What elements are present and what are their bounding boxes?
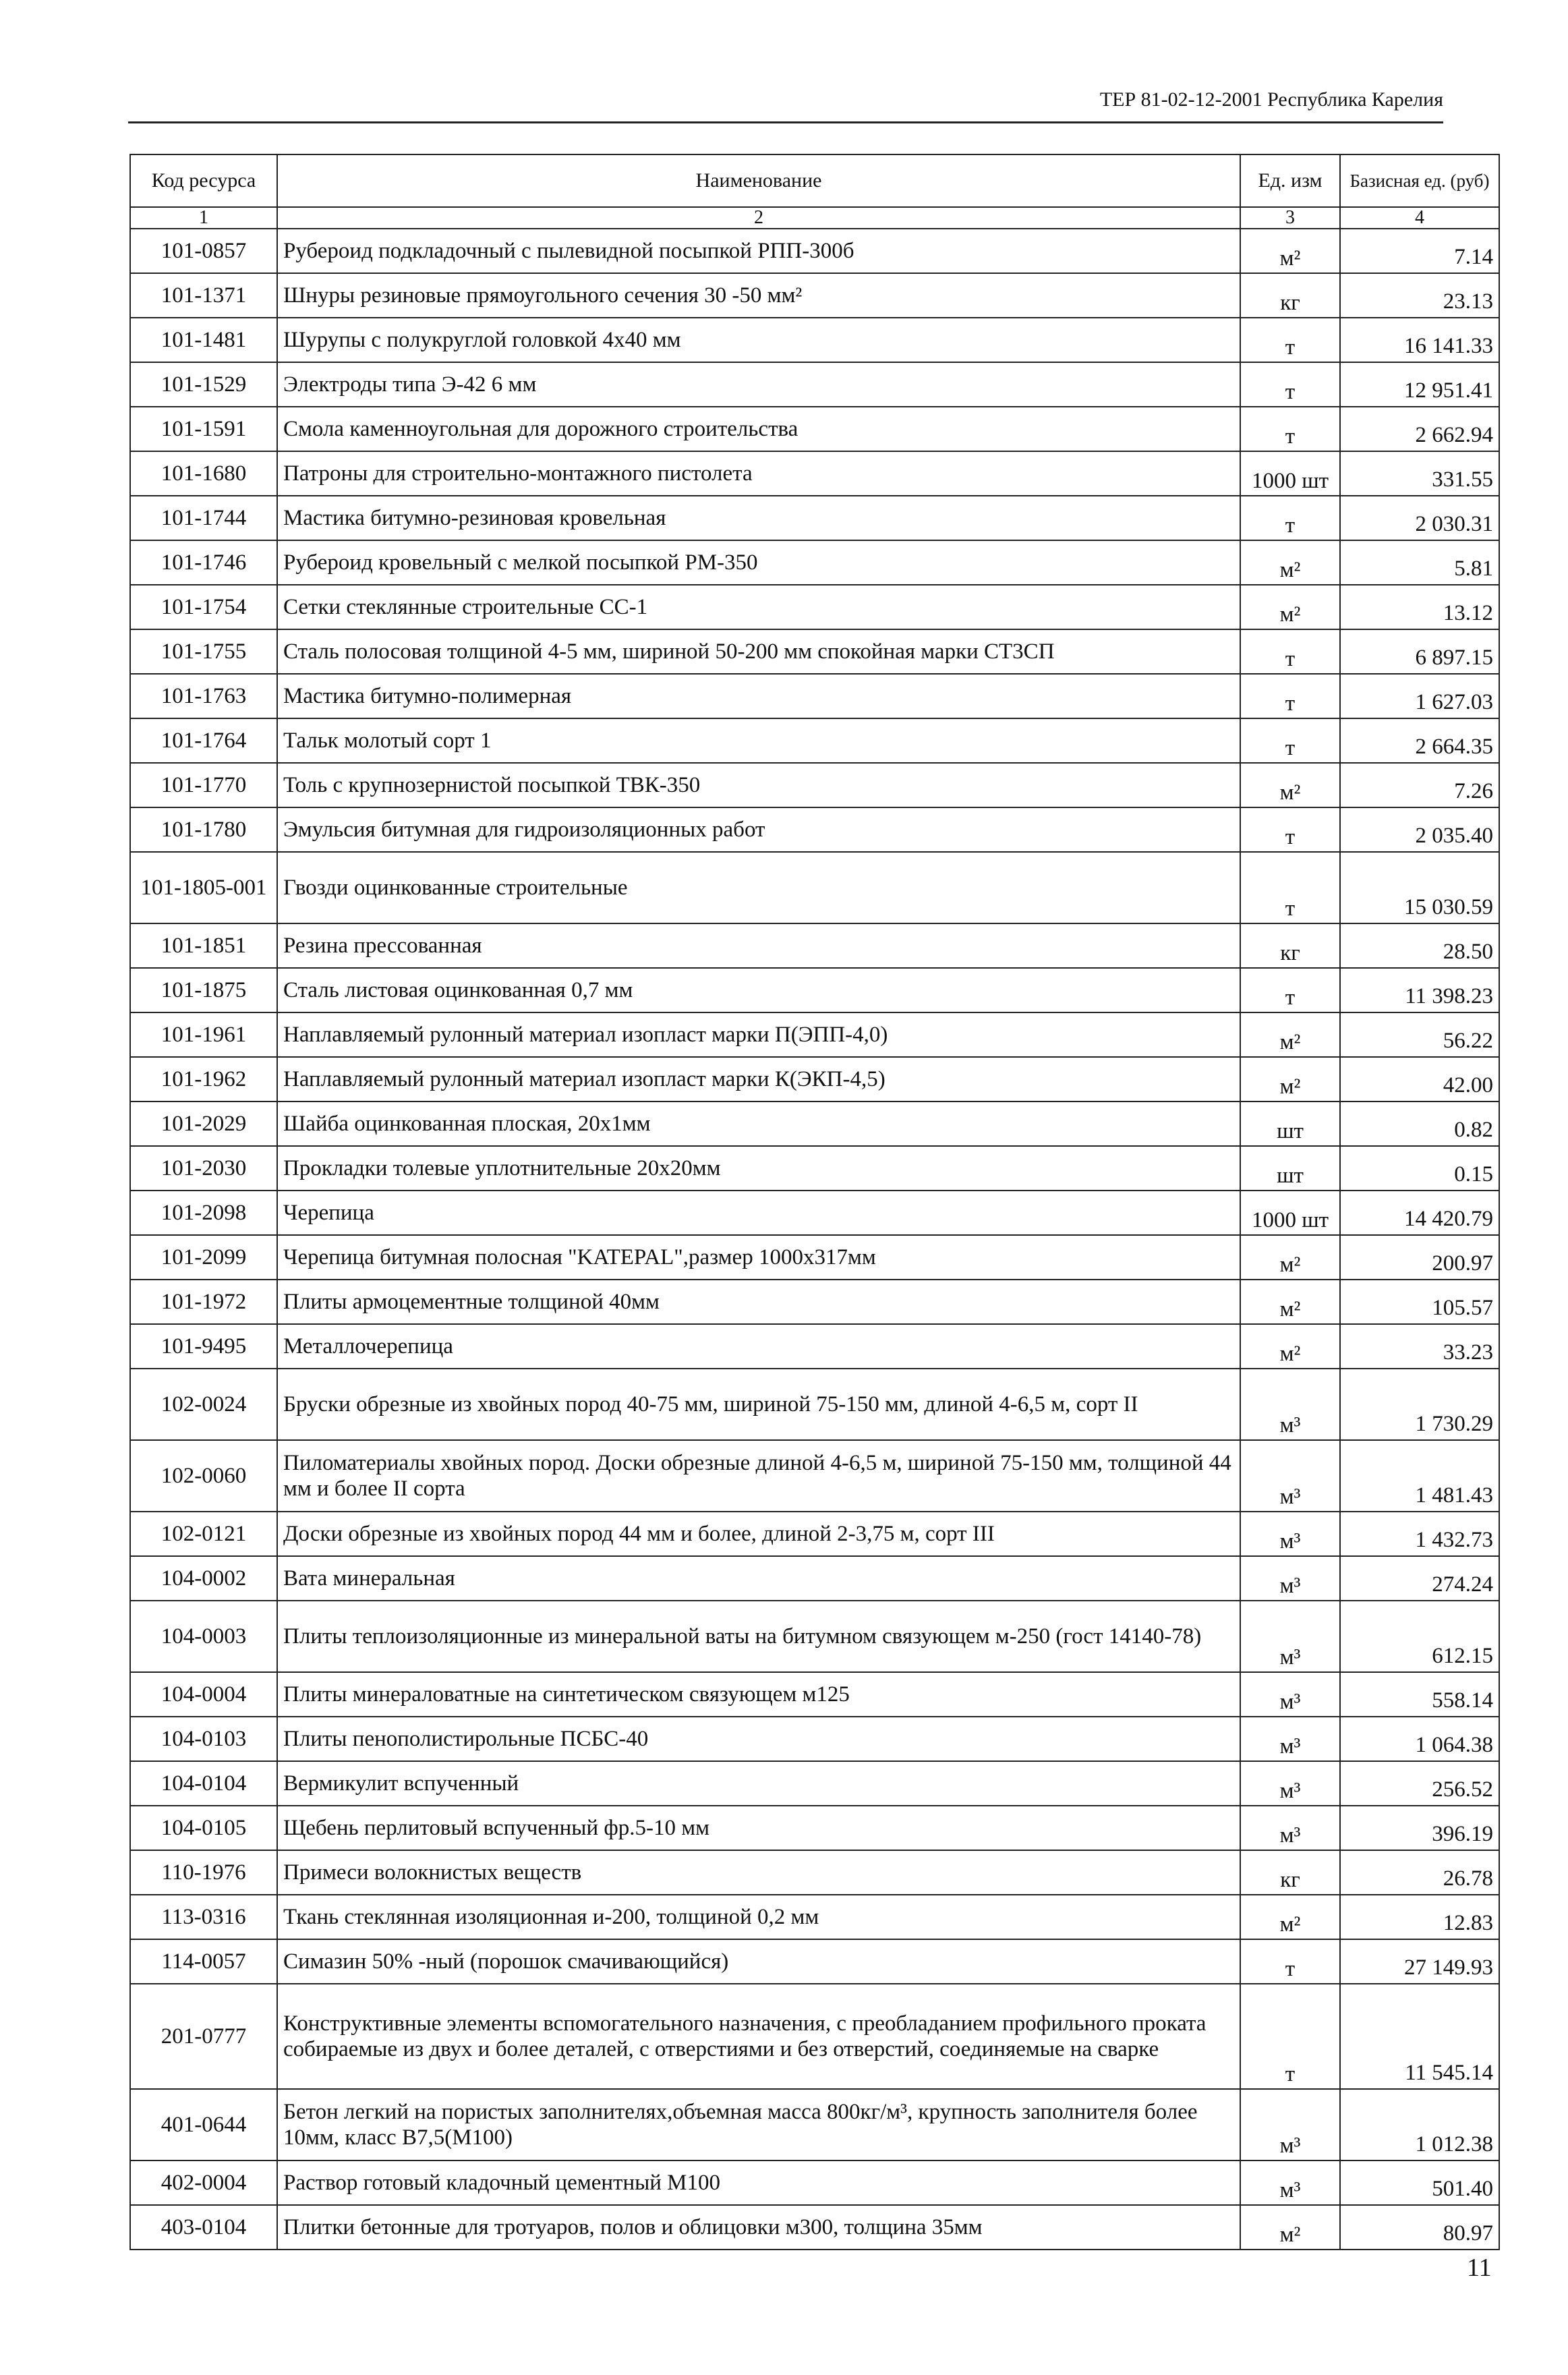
resource-code: 101-1875: [130, 968, 277, 1012]
base-price: 256.52: [1340, 1761, 1499, 1806]
unit-of-measure: кг: [1240, 1850, 1340, 1895]
resource-name: Патроны для строительно-монтажного пистолета: [277, 451, 1240, 496]
table-row: [130, 1761, 1499, 1806]
base-price: 26.78: [1340, 1850, 1499, 1895]
unit-of-measure: м²: [1240, 2205, 1340, 2250]
base-price: 501.40: [1340, 2161, 1499, 2205]
unit-of-measure: м²: [1240, 1012, 1340, 1057]
resource-code: 101-1680: [130, 451, 277, 496]
resource-name: Щебень перлитовый вспученный фр.5-10 мм: [277, 1806, 1240, 1850]
resource-code: 110-1976: [130, 1850, 277, 1895]
unit-of-measure: т: [1240, 1984, 1340, 2089]
base-price: 11 545.14: [1340, 1984, 1499, 2089]
base-price: 2 662.94: [1340, 407, 1499, 451]
table-row: [130, 2161, 1499, 2205]
table-row: [130, 1672, 1499, 1717]
table-body: [130, 229, 1499, 2250]
base-price: 1 730.29: [1340, 1369, 1499, 1440]
resource-name: Плиты пенополистирольные ПСБС-40: [277, 1717, 1240, 1761]
col-number: 4: [1340, 207, 1499, 229]
resource-name: Сталь листовая оцинкованная 0,7 мм: [277, 968, 1240, 1012]
unit-of-measure: м²: [1240, 1895, 1340, 1939]
table-row: [130, 718, 1499, 763]
unit-of-measure: кг: [1240, 273, 1340, 318]
base-price: 7.26: [1340, 763, 1499, 807]
base-price: 5.81: [1340, 540, 1499, 585]
unit-of-measure: 1000 шт: [1240, 1191, 1340, 1235]
resource-code: 101-1851: [130, 923, 277, 968]
unit-of-measure: м³: [1240, 1601, 1340, 1672]
unit-of-measure: т: [1240, 496, 1340, 540]
resource-name: Доски обрезные из хвойных пород 44 мм и более, длиной 2-3,75 м, сорт III: [277, 1512, 1240, 1556]
table-row: [130, 229, 1499, 273]
resource-code: 101-0857: [130, 229, 277, 273]
base-price: 0.82: [1340, 1101, 1499, 1146]
base-price: 1 064.38: [1340, 1717, 1499, 1761]
base-price: 16 141.33: [1340, 318, 1499, 362]
resource-name: Рубероид кровельный с мелкой посыпкой РМ-350: [277, 540, 1240, 585]
resource-name: Сталь полосовая толщиной 4-5 мм, шириной 50-200 мм спокойная марки СТ3СП: [277, 629, 1240, 674]
base-price: 2 664.35: [1340, 718, 1499, 763]
table-row: [130, 629, 1499, 674]
resource-name: Ткань стеклянная изоляционная и-200, толщиной 0,2 мм: [277, 1895, 1240, 1939]
resource-name: Электроды типа Э-42 6 мм: [277, 362, 1240, 407]
table-row: [130, 1512, 1499, 1556]
resource-name: Плиты минераловатные на синтетическом связующем м125: [277, 1672, 1240, 1717]
resource-name: Эмульсия битумная для гидроизоляционных работ: [277, 807, 1240, 852]
resource-code: 104-0003: [130, 1601, 277, 1672]
unit-of-measure: кг: [1240, 923, 1340, 968]
resource-code: 104-0002: [130, 1556, 277, 1601]
base-price: 105.57: [1340, 1280, 1499, 1324]
unit-of-measure: т: [1240, 718, 1340, 763]
table-row: [130, 1235, 1499, 1280]
resource-code: 401-0644: [130, 2089, 277, 2161]
resource-name: Конструктивные элементы вспомогательного назначения, с преобладанием профильного проката собираемые из двух и более деталей, с отверстиями и без отверстий, соединяемые на сварке: [277, 1984, 1240, 2089]
resource-name: Шнуры резиновые прямоугольного сечения 30 -50 мм²: [277, 273, 1240, 318]
table-row: [130, 318, 1499, 362]
table-row: [130, 1895, 1499, 1939]
resource-code: 104-0103: [130, 1717, 277, 1761]
col-number: 1: [130, 207, 277, 229]
base-price: 11 398.23: [1340, 968, 1499, 1012]
resource-code: 104-0105: [130, 1806, 277, 1850]
resource-code: 102-0121: [130, 1512, 277, 1556]
resource-code: 101-2029: [130, 1101, 277, 1146]
table-row: [130, 407, 1499, 451]
resource-code: 114-0057: [130, 1939, 277, 1984]
resource-code: 102-0024: [130, 1369, 277, 1440]
base-price: 1 012.38: [1340, 2089, 1499, 2161]
table-row: [130, 807, 1499, 852]
unit-of-measure: м³: [1240, 1761, 1340, 1806]
base-price: 2 035.40: [1340, 807, 1499, 852]
resource-code: 101-1529: [130, 362, 277, 407]
resource-code: 104-0104: [130, 1761, 277, 1806]
resource-code: 101-1770: [130, 763, 277, 807]
resource-name: Тальк молотый сорт 1: [277, 718, 1240, 763]
table-row: [130, 968, 1499, 1012]
col-number: 2: [277, 207, 1240, 229]
table-row: [130, 1146, 1499, 1191]
resource-code: 101-1780: [130, 807, 277, 852]
resource-code: 101-1962: [130, 1057, 277, 1101]
resource-name: Плиты армоцементные толщиной 40мм: [277, 1280, 1240, 1324]
base-price: 274.24: [1340, 1556, 1499, 1601]
unit-of-measure: т: [1240, 852, 1340, 923]
unit-of-measure: т: [1240, 1939, 1340, 1984]
resource-code: 101-1754: [130, 585, 277, 629]
table-row: [130, 852, 1499, 923]
base-price: 7.14: [1340, 229, 1499, 273]
table-row: [130, 1806, 1499, 1850]
unit-of-measure: м²: [1240, 1324, 1340, 1369]
resource-code: 101-1961: [130, 1012, 277, 1057]
base-price: 27 149.93: [1340, 1939, 1499, 1984]
table-row: [130, 362, 1499, 407]
base-price: 42.00: [1340, 1057, 1499, 1101]
unit-of-measure: м³: [1240, 1369, 1340, 1440]
base-price: 0.15: [1340, 1146, 1499, 1191]
base-price: 14 420.79: [1340, 1191, 1499, 1235]
resource-code: 101-1972: [130, 1280, 277, 1324]
resource-name: Прокладки толевые уплотнительные 20х20мм: [277, 1146, 1240, 1191]
unit-of-measure: м³: [1240, 1440, 1340, 1512]
unit-of-measure: т: [1240, 362, 1340, 407]
resource-table: [129, 154, 1500, 2250]
unit-of-measure: м²: [1240, 1280, 1340, 1324]
unit-of-measure: м³: [1240, 1672, 1340, 1717]
resource-name: Бетон легкий на пористых заполнителях,объемная масса 800кг/м³, крупность заполнителя более 10мм, класс В7,5(М100): [277, 2089, 1240, 2161]
table-row: [130, 2205, 1499, 2250]
resource-code: 101-1746: [130, 540, 277, 585]
base-price: 15 030.59: [1340, 852, 1499, 923]
resource-name: Наплавляемый рулонный материал изопласт марки П(ЭПП-4,0): [277, 1012, 1240, 1057]
table-row: [130, 1556, 1499, 1601]
table-row: [130, 1440, 1499, 1512]
page-number: 11: [1467, 2254, 1492, 2282]
unit-of-measure: т: [1240, 674, 1340, 718]
resource-code: 104-0004: [130, 1672, 277, 1717]
resource-code: 101-1755: [130, 629, 277, 674]
resource-name: Мастика битумно-резиновая кровельная: [277, 496, 1240, 540]
resource-code: 101-9495: [130, 1324, 277, 1369]
resource-name: Смола каменноугольная для дорожного строительства: [277, 407, 1240, 451]
base-price: 612.15: [1340, 1601, 1499, 1672]
unit-of-measure: т: [1240, 407, 1340, 451]
resource-name: Шурупы с полукруглой головкой 4х40 мм: [277, 318, 1240, 362]
base-price: 56.22: [1340, 1012, 1499, 1057]
base-price: 1 432.73: [1340, 1512, 1499, 1556]
unit-of-measure: м²: [1240, 1057, 1340, 1101]
base-price: 1 627.03: [1340, 674, 1499, 718]
table-row: [130, 1324, 1499, 1369]
unit-of-measure: м³: [1240, 1806, 1340, 1850]
col-header-unit: Ед. изм: [1240, 154, 1340, 207]
unit-of-measure: т: [1240, 968, 1340, 1012]
resource-name: Примеси волокнистых веществ: [277, 1850, 1240, 1895]
unit-of-measure: т: [1240, 318, 1340, 362]
table-row: [130, 2089, 1499, 2161]
table-row: [130, 1939, 1499, 1984]
unit-of-measure: шт: [1240, 1101, 1340, 1146]
document-title: ТЕР 81-02-12-2001 Республика Карелия: [1099, 88, 1443, 111]
resource-name: Рубероид подкладочный с пылевидной посыпкой РПП-300б: [277, 229, 1240, 273]
table-row: [130, 1101, 1499, 1146]
col-header-code: Код ресурса: [130, 154, 277, 207]
unit-of-measure: т: [1240, 629, 1340, 674]
base-price: 23.13: [1340, 273, 1499, 318]
unit-of-measure: м³: [1240, 1512, 1340, 1556]
resource-code: 101-1481: [130, 318, 277, 362]
table-row: [130, 1850, 1499, 1895]
unit-of-measure: м³: [1240, 2161, 1340, 2205]
unit-of-measure: т: [1240, 807, 1340, 852]
table-row: [130, 1369, 1499, 1440]
base-price: 80.97: [1340, 2205, 1499, 2250]
resource-name: Наплавляемый рулонный материал изопласт марки К(ЭКП-4,5): [277, 1057, 1240, 1101]
table-row: [130, 1717, 1499, 1761]
resource-name: Мастика битумно-полимерная: [277, 674, 1240, 718]
base-price: 13.12: [1340, 585, 1499, 629]
resource-name: Шайба оцинкованная плоская, 20х1мм: [277, 1101, 1240, 1146]
table-row: [130, 1191, 1499, 1235]
unit-of-measure: м³: [1240, 1717, 1340, 1761]
resource-name: Толь с крупнозернистой посыпкой ТВК-350: [277, 763, 1240, 807]
page-header: [128, 86, 1443, 123]
base-price: 1 481.43: [1340, 1440, 1499, 1512]
unit-of-measure: м²: [1240, 1235, 1340, 1280]
table-row: [130, 273, 1499, 318]
unit-of-measure: м²: [1240, 763, 1340, 807]
table-row: [130, 585, 1499, 629]
table-row: [130, 451, 1499, 496]
resource-name: Бруски обрезные из хвойных пород 40-75 мм, шириной 75-150 мм, длиной 4-6,5 м, сорт II: [277, 1369, 1240, 1440]
resource-name: Металлочерепица: [277, 1324, 1240, 1369]
resource-code: 101-1805-001: [130, 852, 277, 923]
base-price: 558.14: [1340, 1672, 1499, 1717]
unit-of-measure: м³: [1240, 2089, 1340, 2161]
resource-name: Симазин 50% -ный (порошок смачивающийся): [277, 1939, 1240, 1984]
table-header-row: [130, 154, 1499, 207]
resource-code: 101-2099: [130, 1235, 277, 1280]
base-price: 200.97: [1340, 1235, 1499, 1280]
base-price: 12.83: [1340, 1895, 1499, 1939]
base-price: 396.19: [1340, 1806, 1499, 1850]
resource-name: Вермикулит вспученный: [277, 1761, 1240, 1806]
table-row: [130, 496, 1499, 540]
resource-code: 101-2098: [130, 1191, 277, 1235]
table-row: [130, 923, 1499, 968]
resource-name: Гвозди оцинкованные строительные: [277, 852, 1240, 923]
col-number: 3: [1240, 207, 1340, 229]
table-row: [130, 674, 1499, 718]
col-header-price: Базисная ед. (руб): [1340, 154, 1499, 207]
table-row: [130, 1984, 1499, 2089]
column-number-row: [130, 207, 1499, 229]
unit-of-measure: 1000 шт: [1240, 451, 1340, 496]
resource-code: 101-1371: [130, 273, 277, 318]
resource-code: 101-1763: [130, 674, 277, 718]
table-row: [130, 540, 1499, 585]
table-row: [130, 1601, 1499, 1672]
resource-name: Плитки бетонные для тротуаров, полов и облицовки м300, толщина 35мм: [277, 2205, 1240, 2250]
resource-name: Резина прессованная: [277, 923, 1240, 968]
col-header-name: Наименование: [277, 154, 1240, 207]
base-price: 28.50: [1340, 923, 1499, 968]
resource-code: 101-2030: [130, 1146, 277, 1191]
unit-of-measure: м²: [1240, 229, 1340, 273]
base-price: 12 951.41: [1340, 362, 1499, 407]
unit-of-measure: м³: [1240, 1556, 1340, 1601]
unit-of-measure: м²: [1240, 585, 1340, 629]
resource-name: Пиломатериалы хвойных пород. Доски обрезные длиной 4-6,5 м, шириной 75-150 мм, толщиной 44 мм и более II сорта: [277, 1440, 1240, 1512]
base-price: 2 030.31: [1340, 496, 1499, 540]
resource-code: 101-1591: [130, 407, 277, 451]
resource-code: 201-0777: [130, 1984, 277, 2089]
resource-code: 402-0004: [130, 2161, 277, 2205]
table-row: [130, 763, 1499, 807]
resource-code: 102-0060: [130, 1440, 277, 1512]
table-row: [130, 1057, 1499, 1101]
resource-code: 101-1764: [130, 718, 277, 763]
resource-name: Сетки стеклянные строительные СС-1: [277, 585, 1240, 629]
unit-of-measure: м²: [1240, 540, 1340, 585]
resource-code: 403-0104: [130, 2205, 277, 2250]
resource-name: Плиты теплоизоляционные из минеральной ваты на битумном связующем м-250 (гост 14140-78): [277, 1601, 1240, 1672]
base-price: 33.23: [1340, 1324, 1499, 1369]
resource-code: 101-1744: [130, 496, 277, 540]
table-row: [130, 1280, 1499, 1324]
resource-name: Черепица: [277, 1191, 1240, 1235]
resource-name: Раствор готовый кладочный цементный М100: [277, 2161, 1240, 2205]
resource-name: Вата минеральная: [277, 1556, 1240, 1601]
resource-code: 113-0316: [130, 1895, 277, 1939]
resource-name: Черепица битумная полосная "KATEPAL",размер 1000х317мм: [277, 1235, 1240, 1280]
unit-of-measure: шт: [1240, 1146, 1340, 1191]
base-price: 331.55: [1340, 451, 1499, 496]
base-price: 6 897.15: [1340, 629, 1499, 674]
table-row: [130, 1012, 1499, 1057]
